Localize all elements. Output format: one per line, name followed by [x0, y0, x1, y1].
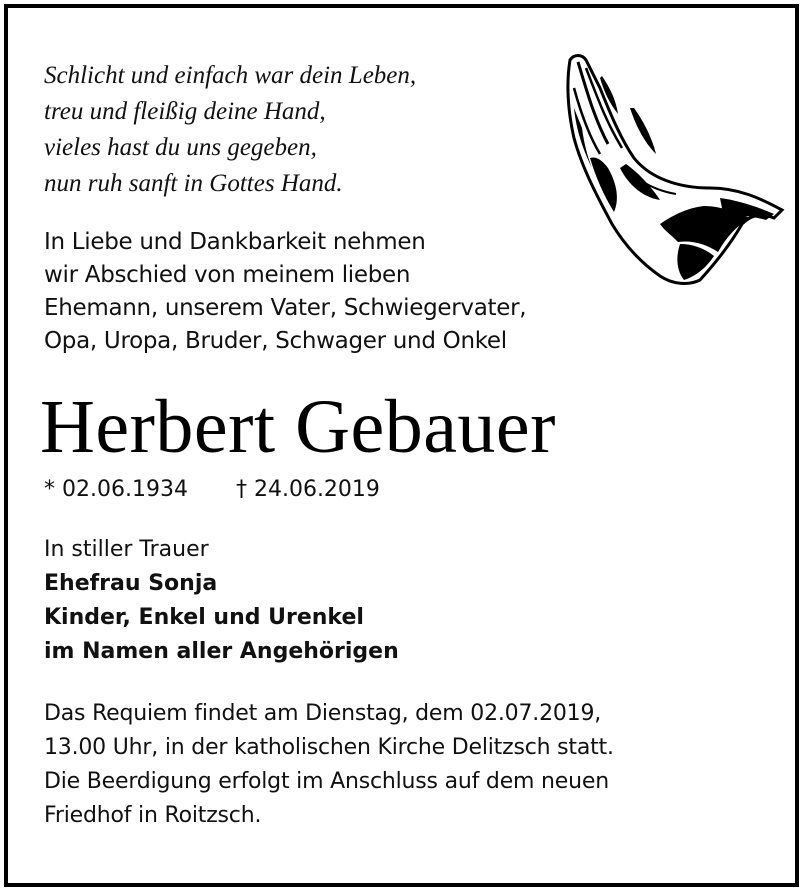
- poem: [44, 58, 416, 202]
- poem-line: vieles hast du uns gegeben,: [44, 134, 317, 161]
- mourning-intro: In stiller Trauer: [44, 537, 209, 562]
- mourners: [44, 533, 399, 669]
- notice-line: Friedhof in Roitzsch.: [44, 803, 262, 828]
- life-dates: [44, 475, 380, 505]
- mourner-name: Ehefrau Sonja: [44, 571, 218, 596]
- poem-line: nun ruh sanft in Gottes Hand.: [44, 170, 343, 197]
- mourner-name: im Namen aller Angehörigen: [44, 639, 399, 664]
- mourner-name: Kinder, Enkel und Urenkel: [44, 605, 364, 630]
- praying-hands-icon: [560, 48, 790, 288]
- intro-line: wir Abschied von meinem lieben: [44, 262, 411, 288]
- intro-line: Opa, Uropa, Bruder, Schwager und Onkel: [44, 328, 507, 354]
- deceased-name: Herbert Gebauer: [40, 385, 556, 469]
- birth-date: * 02.06.1934: [44, 477, 188, 502]
- poem-line: Schlicht und einfach war dein Leben,: [44, 62, 417, 89]
- notice-line: Das Requiem findet am Dienstag, dem 02.07.2019,: [44, 701, 602, 726]
- intro-line: In Liebe und Dankbarkeit nehmen: [44, 229, 426, 255]
- death-date: † 24.06.2019: [235, 477, 380, 502]
- funeral-notice: [44, 697, 614, 833]
- intro-line: Ehemann, unserem Vater, Schwiegervater,: [44, 295, 527, 321]
- notice-line: Die Beerdigung erfolgt im Anschluss auf dem neuen: [44, 769, 609, 794]
- poem-line: treu und fleißig deine Hand,: [44, 98, 326, 125]
- farewell-intro: [44, 226, 526, 358]
- notice-line: 13.00 Uhr, in der katholischen Kirche Delitzsch statt.: [44, 735, 614, 760]
